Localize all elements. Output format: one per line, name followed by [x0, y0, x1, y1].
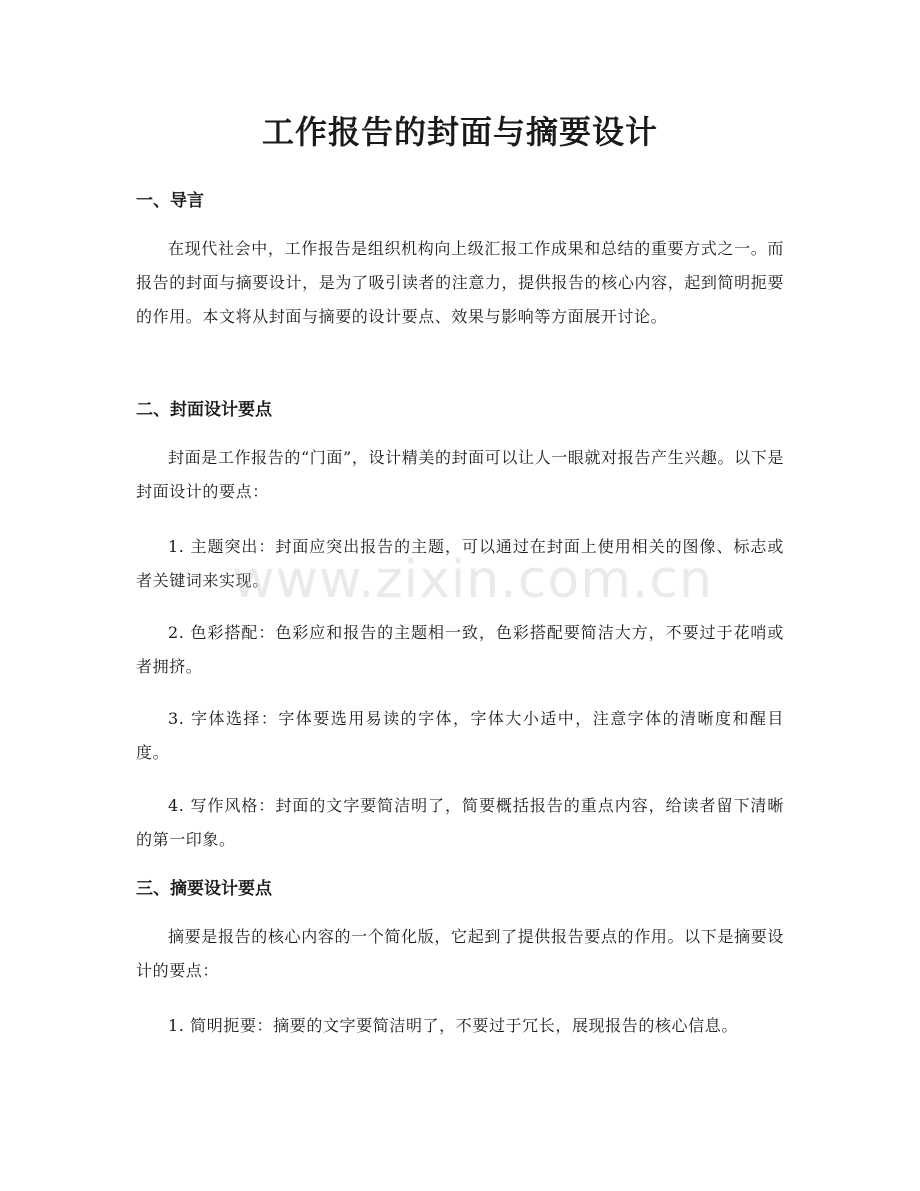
paragraph-abstract-intro: 摘要是报告的核心内容的一个简化版，它起到了提供报告要点的作用。以下是摘要设计的要点： — [136, 927, 784, 980]
watermark: www.zixin.com.cn — [232, 550, 713, 610]
list-item-cover-3: 3. 字体选择：字体要选用易读的字体，字体大小适中，注意字体的清晰度和醒目度。 — [136, 709, 784, 762]
document-title: 工作报告的封面与摘要设计 — [261, 113, 658, 151]
section-heading-intro: 一、导言 — [136, 191, 204, 211]
paragraph-cover-intro: 封面是工作报告的“门面”，设计精美的封面可以让人一眼就对报告产生兴趣。以下是封面设计的要点： — [136, 448, 784, 501]
paragraph-intro: 在现代社会中，工作报告是组织机构向上级汇报工作成果和总结的重要方式之一。而报告的封面与摘要设计，是为了吸引读者的注意力，提供报告的核心内容，起到简明扼要的作用。本文将从封面与摘要的设计要点、效果与影响等方面展开讨论。 — [136, 239, 784, 326]
section-heading-cover-design: 二、封面设计要点 — [136, 400, 272, 420]
list-item-abstract-1: 1. 简明扼要：摘要的文字要简洁明了，不要过于冗长，展现报告的核心信息。 — [168, 1016, 738, 1035]
section-heading-abstract-design: 三、摘要设计要点 — [136, 879, 272, 899]
list-item-cover-1: 1. 主题突出：封面应突出报告的主题，可以通过在封面上使用相关的图像、标志或者关键词来实现。 — [136, 537, 784, 590]
list-item-cover-2: 2. 色彩搭配：色彩应和报告的主题相一致，色彩搭配要简洁大方，不要过于花哨或者拥挤。 — [136, 623, 784, 676]
list-item-cover-4: 4. 写作风格：封面的文字要简洁明了，简要概括报告的重点内容，给读者留下清晰的第一印象。 — [136, 796, 784, 849]
